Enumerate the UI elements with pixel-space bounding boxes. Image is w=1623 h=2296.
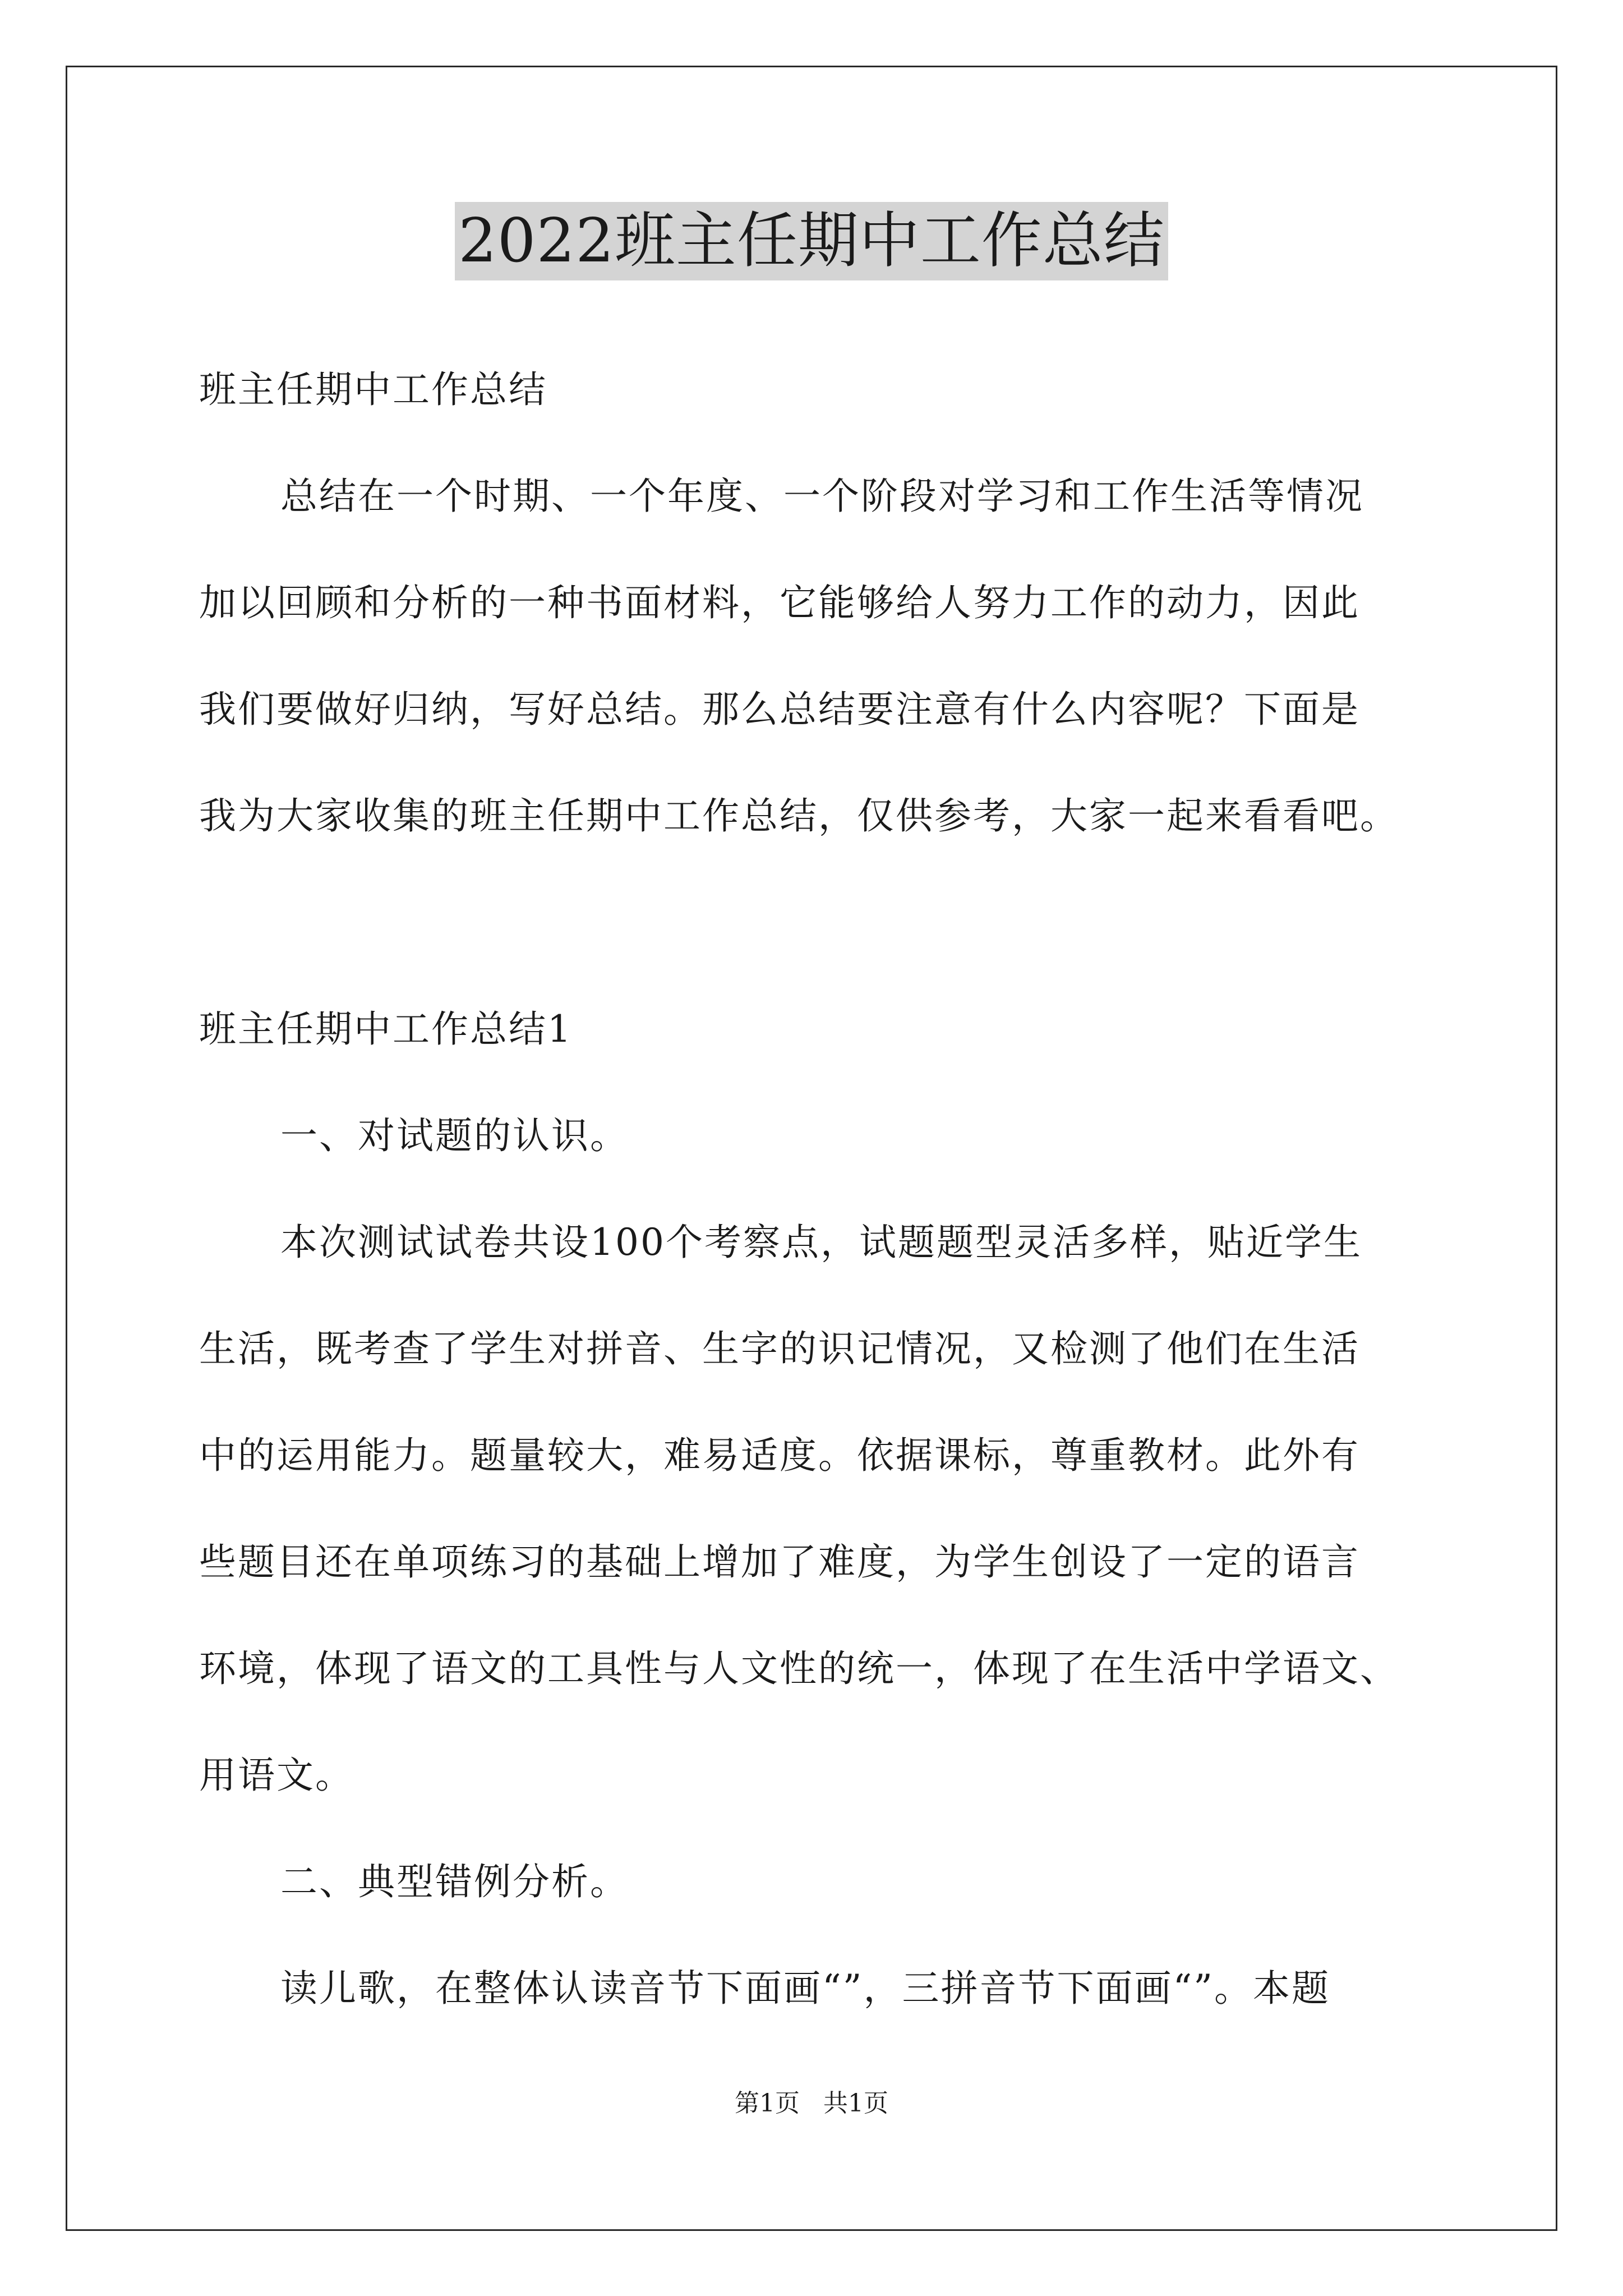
intro-line: 我为大家收集的班主任期中工作总结，仅供参考，大家一起来看看吧。 [199,794,1399,838]
page-footer [0,2087,1623,2120]
paragraph-line: 些题目还在单项练习的基础上增加了难度，为学生创设了一定的语言 [199,1540,1360,1584]
title-container [0,202,1623,280]
page-number: 第1页 [735,2089,800,2118]
paragraph-line: 用语文。 [199,1754,354,1797]
document-body [199,337,1500,2042]
part-heading: 二、典型错例分析。 [280,1860,629,1903]
intro-line: 我们要做好归纳，写好总结。那么总结要注意有什么内容呢？下面是 [199,688,1360,731]
paragraph-line: 本次测试试卷共设100个考察点，试题题型灵活多样，贴近学生 [280,1221,1362,1264]
intro-line: 总结在一个时期、一个年度、一个阶段对学习和工作生活等情况 [280,475,1364,518]
paragraph-line: 中的运用能力。题量较大，难易适度。依据课标，尊重教材。此外有 [199,1434,1360,1477]
subtitle: 班主任期中工作总结 [199,368,547,411]
document-title: 2022班主任期中工作总结 [455,202,1168,280]
part-heading: 一、对试题的认识。 [280,1114,629,1157]
paragraph-line: 生活，既考查了学生对拼音、生字的识记情况，又检测了他们在生活 [199,1327,1360,1370]
spacer [199,869,1500,976]
paragraph-line: 环境，体现了语文的工具性与人文性的统一，体现了在生活中学语文、 [199,1647,1399,1690]
paragraph-line: 读儿歌，在整体认读音节下面画“”，三拼音节下面画“”。本题 [280,1967,1330,2010]
intro-line: 加以回顾和分析的一种书面材料，它能够给人努力工作的动力，因此 [199,581,1360,624]
page-count: 共1页 [823,2089,888,2118]
section-heading: 班主任期中工作总结1 [199,1007,573,1051]
